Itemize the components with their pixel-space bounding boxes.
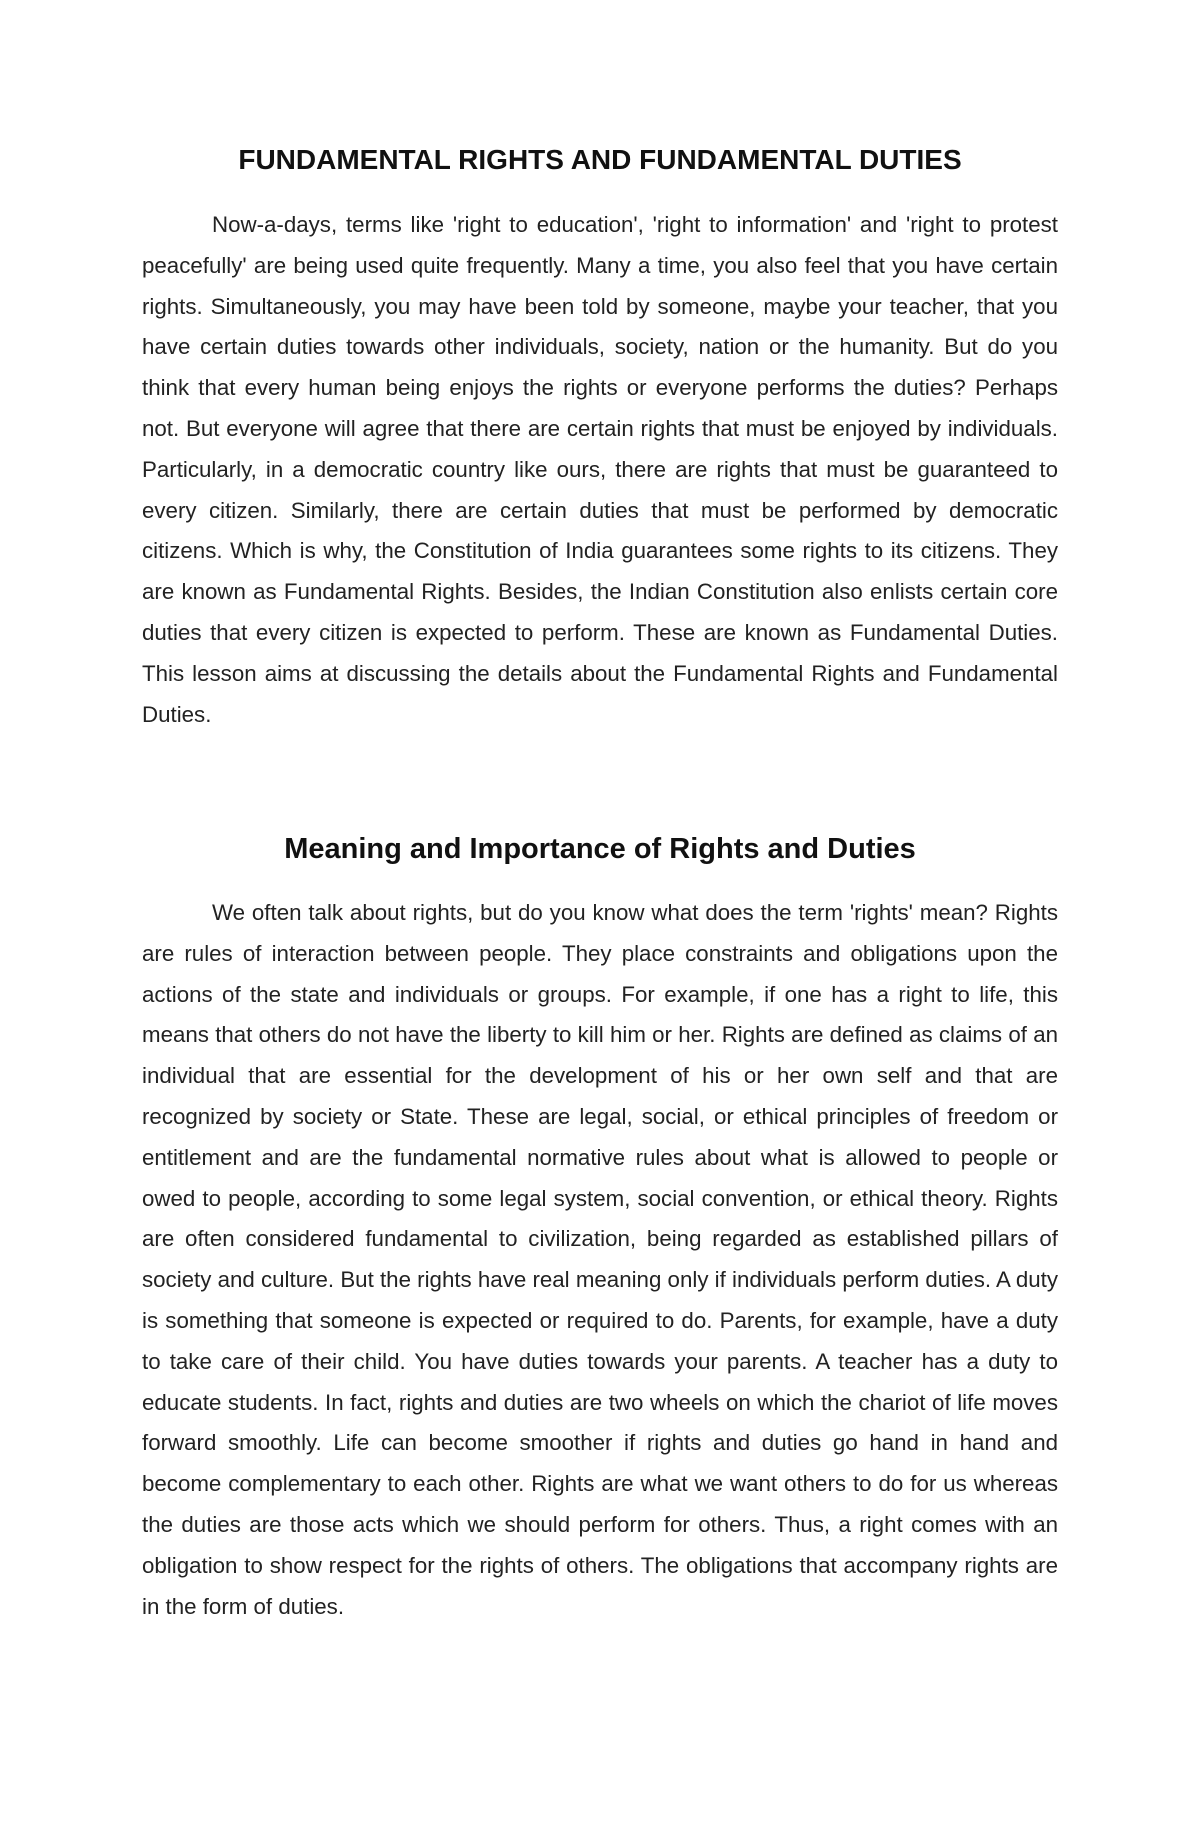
section-paragraph: We often talk about rights, but do you know what does the term 'rights' mean? Rights are rules of interaction between people. They place constraints and obligations upon the actions of the state and individuals or groups. For example, if one has a right to life, this means that others do not have the liberty to kill him or her. Rights are defined as claims of an individual that are essential for the development of his or her own self and that are recognized by society or State. These are legal, social, or ethical principles of freedom or entitlement and are the fundamental normative rules about what is allowed to people or owed to people, according to some legal system, social convention, or ethical theory. Rights are often considered fundamental to civilization, being regarded as established pillars of society and culture. But the rights have real meaning only if individuals perform duties. A duty is something that someone is expected or required to do. Parents, for example, have a duty to take care of their child. You have duties towards your parents. A teacher has a duty to educate students. In fact, rights and duties are two wheels on which the chariot of life moves forward smoothly. Life can become smoother if rights and duties go hand in hand and become complementary to each other. Rights are what we want others to do for us whereas the duties are those acts which we should perform for others. Thus, a right comes with an obligation to show respect for the rights of others. The obligations that accompany rights are in the form of duties. bbox=[142, 900, 1058, 1619]
section-heading: Meaning and Importance of Rights and Duties bbox=[284, 833, 916, 865]
intro-paragraph: Now-a-days, terms like 'right to education', 'right to information' and 'right to protest peacefully' are being used quite frequently. Many a time, you also feel that you have certain rights. Simultaneously, you may have been told by someone, maybe your teacher, that you have certain duties towards other individuals, society, nation or the humanity. But do you think that every human being enjoys the rights or everyone performs the duties? Perhaps not. But everyone will agree that there are certain rights that must be enjoyed by individuals. Particularly, in a democratic country like ours, there are rights that must be guaranteed to every citizen. Similarly, there are certain duties that must be performed by democratic citizens. Which is why, the Constitution of India guarantees some rights to its citizens. They are known as Fundamental Rights. Besides, the Indian Constitution also enlists certain core duties that every citizen is expected to perform. These are known as Fundamental Duties. This lesson aims at discussing the details about the Fundamental Rights and Fundamental Duties. bbox=[142, 212, 1058, 727]
document-title: FUNDAMENTAL RIGHTS AND FUNDAMENTAL DUTIES bbox=[238, 144, 962, 175]
